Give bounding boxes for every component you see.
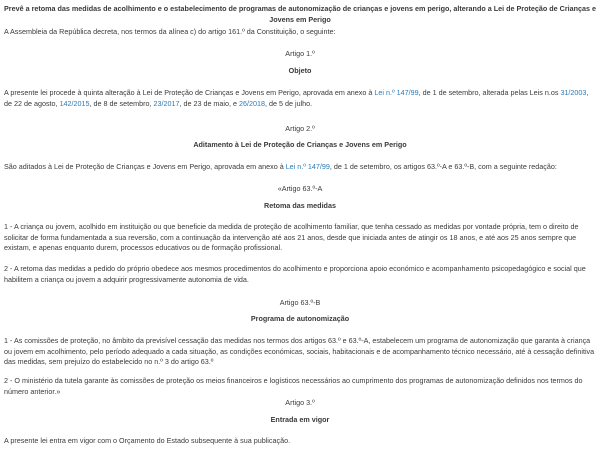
article-1-text: A presente lei procede à quinta alteração à Lei de Proteção de Crianças e Jovens em Perigo, aprovada em anexo à Lei n.º 147/99, de 1 de setembro, alterada pelas Leis n.os 31/2003, de 22 de agosto, 142/2015, de 8 de setembro, 23/2017, de 23 de maio, e 26/2018, de 5 de julho. — [4, 88, 589, 108]
article-63a-paragraph-2: 2 - A retoma das medidas a pedido do próprio obedece aos mesmos procedimentos do acolhimento e proporciona apoio económico e acompanhamento psicopedagógico e social que habilitem a criança ou jovem a adquirir progressivamente autonomia de vida. — [4, 264, 586, 284]
law-31-2003-link[interactable]: 31/2003 — [560, 88, 587, 97]
article-63b-title: Programa de autonomização — [250, 314, 350, 323]
article-3-text: A presente lei entra em vigor com o Orçamento do Estado subsequente à sua publicação. — [4, 436, 291, 445]
article-2-title: Aditamento à Lei de Proteção de Crianças e Jovens em Perigo — [193, 140, 407, 149]
article-1-heading: Artigo 1.º — [285, 49, 315, 58]
law-147-99-link[interactable]: Lei n.º 147/99 — [285, 162, 330, 171]
article-2-heading: Artigo 2.º — [285, 124, 315, 133]
article-63b-heading: Artigo 63.º-B — [279, 298, 321, 307]
law-147-99-link[interactable]: Lei n.º 147/99 — [374, 88, 419, 97]
article-3-heading: Artigo 3.º — [285, 398, 315, 407]
document-title: Prevê a retoma das medidas de acolhimento e o estabelecimento de programas de autonomização de crianças e jovens em perigo, alterando a Lei de Proteção de Crianças e Jovens em Perigo — [4, 4, 596, 24]
article-1-title: Objeto — [288, 66, 312, 75]
article-63a-paragraph-1: 1 - A criança ou jovem, acolhido em instituição ou que beneficie da medida de proteção de acolhimento familiar, que tenha cessado as medidas por vontade própria, tem o direito de solicitar de forma fundamentada a sua reversão, com a continuação da intervenção até aos 21 anos, desde que iniciada antes de atingir os 18 anos, e até aos 25 anos sempre que existam, e apenas enquanto durem, processos educativos ou de formação profissional. — [4, 222, 579, 252]
law-142-2015-link[interactable]: 142/2015 — [59, 98, 90, 108]
article-63a-heading: «Artigo 63.º-A — [277, 184, 323, 193]
law-23-2017-link[interactable]: 23/2017 — [153, 98, 180, 108]
article-2-text: São aditados à Lei de Proteção de Crianças e Jovens em Perigo, aprovada em anexo à Lei n.º 147/99, de 1 de setembro, os artigos 63.º-A e 63.º-B, com a seguinte redação: — [4, 162, 557, 171]
article-63a-title: Retoma das medidas — [264, 201, 336, 210]
article-3-title: Entrada em vigor — [270, 415, 330, 424]
article-63b-paragraph-1: 1 - As comissões de proteção, no âmbito da previsível cessação das medidas nos termos dos artigos 63.º e 63.º-A, estabelecem um programa de autonomização que garanta à criança ou jovem em acolhimento, pelo período adequado a cada situação, as condições económicas, sociais, habitacionais e de acompanhamento técnico necessário, até à cessação definitiva das medidas, sem prejuízo do estabelecido no n.º 3 do artigo 63.º — [4, 336, 595, 366]
preamble: A Assembleia da República decreta, nos termos da alínea c) do artigo 161.º da Constituição, o seguinte: — [4, 27, 336, 36]
law-26-2018-link[interactable]: 26/2018 — [239, 98, 265, 108]
article-63b-paragraph-2: 2 - O ministério da tutela garante às comissões de proteção os meios financeiros e logísticos necessários ao cumprimento dos programas de autonomização definidos nos termos do número anterior.» — [4, 376, 583, 396]
